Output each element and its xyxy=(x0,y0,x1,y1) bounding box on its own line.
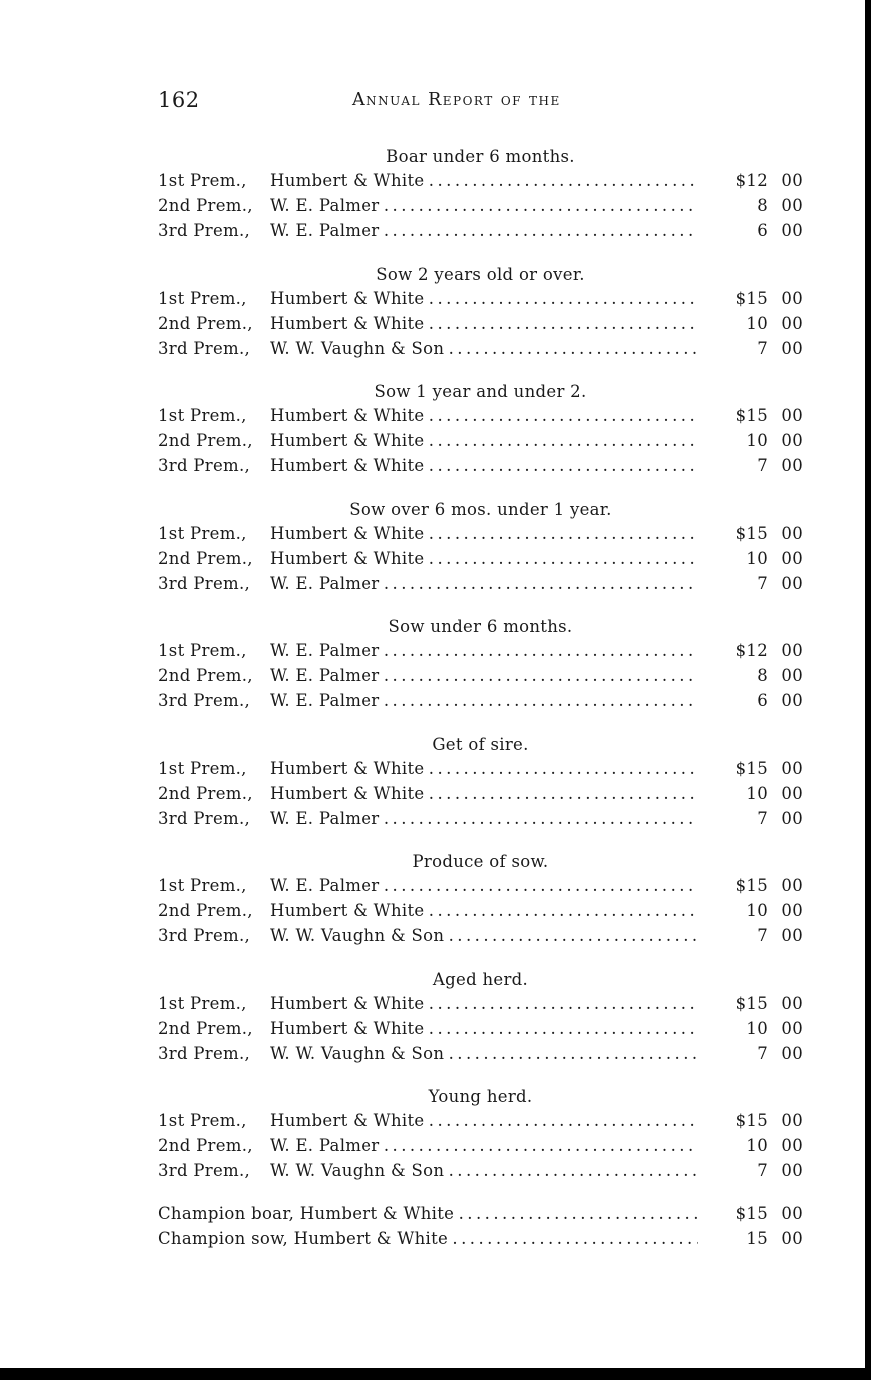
premium-row xyxy=(158,1108,803,1133)
winner-name: W. W. Vaughn & Son . . . xyxy=(270,1158,698,1183)
prize-dollars: 8 xyxy=(757,666,768,685)
premium-row xyxy=(158,1016,803,1041)
premium-rank: 3rd Prem., xyxy=(158,691,251,710)
prize-cents: 00 xyxy=(781,288,803,308)
premium-class-section xyxy=(158,731,803,831)
winner-name: W. E. Palmer . . . xyxy=(270,688,698,713)
prize-cents: 00 xyxy=(781,993,803,1013)
premium-rank: 3rd Prem., xyxy=(158,1161,251,1180)
prize-dollars: 10 xyxy=(746,431,768,450)
premium-rank: 2nd Prem., xyxy=(158,313,253,333)
premium-rank: 3rd Prem., xyxy=(158,926,251,945)
premium-rank: 3rd Prem., xyxy=(158,221,251,240)
winner-name: W. W. Vaughn & Son . . . xyxy=(270,336,698,361)
prize-dollars: 10 xyxy=(746,783,768,803)
prize-cents: 00 xyxy=(781,901,803,920)
prize-dollars: 7 xyxy=(757,573,768,593)
page-edge-right xyxy=(865,0,871,1380)
premium-row xyxy=(158,923,803,948)
winner-name: Humbert & White . . . xyxy=(270,428,698,453)
class-title: Sow under 6 months. xyxy=(388,617,573,636)
winner-name: Humbert & White . . . xyxy=(270,403,698,428)
premium-class-section xyxy=(158,143,803,243)
winner-name: W. E. Palmer . . . xyxy=(270,193,698,218)
class-title: Sow 1 year and under 2. xyxy=(374,382,587,401)
winner-name: Humbert & White . . . xyxy=(270,1108,698,1133)
class-title: Young herd. xyxy=(428,1087,533,1106)
champion-label: Champion boar, Humbert & White . . . xyxy=(158,1201,698,1226)
class-title: Sow 2 years old or over. xyxy=(376,264,585,284)
prize-cents: 00 xyxy=(781,691,803,710)
premium-rank: 1st Prem., xyxy=(158,641,247,660)
premium-row xyxy=(158,403,803,428)
winner-name: Humbert & White . . . xyxy=(270,311,698,336)
prize-dollars: 15 xyxy=(746,1228,768,1248)
premium-rank: 1st Prem., xyxy=(158,876,247,895)
premium-class-section xyxy=(158,496,803,596)
prize-dollars: $12 xyxy=(735,171,768,190)
premium-rank: 1st Prem., xyxy=(158,288,247,308)
winner-name: Humbert & White . . . xyxy=(270,168,698,193)
winner-name: W. E. Palmer . . . xyxy=(270,873,698,898)
prize-dollars: $15 xyxy=(735,993,768,1013)
winner-name: Humbert & White . . . xyxy=(270,521,698,546)
premium-row xyxy=(158,571,803,596)
premium-rank: 3rd Prem., xyxy=(158,338,251,358)
prize-cents: 00 xyxy=(781,1161,803,1180)
prize-dollars: 7 xyxy=(757,926,768,945)
prize-cents: 00 xyxy=(781,641,803,660)
winner-name: W. E. Palmer . . . xyxy=(270,806,698,831)
prize-dollars: 7 xyxy=(757,1161,768,1180)
prize-cents: 00 xyxy=(781,573,803,593)
premium-class-section xyxy=(158,848,803,948)
page-edge-bottom xyxy=(0,1368,871,1380)
prize-dollars: $15 xyxy=(735,758,768,778)
premium-row xyxy=(158,806,803,831)
prize-cents: 00 xyxy=(781,338,803,358)
premium-rank: 1st Prem., xyxy=(158,523,247,543)
winner-name: W. W. Vaughn & Son . . . xyxy=(270,923,698,948)
prize-cents: 00 xyxy=(781,666,803,685)
prize-cents: 00 xyxy=(781,171,803,190)
premium-rank: 3rd Prem., xyxy=(158,808,251,828)
premium-row xyxy=(158,311,803,336)
prize-cents: 00 xyxy=(781,1136,803,1155)
premium-row xyxy=(158,193,803,218)
winner-name: W. E. Palmer . . . xyxy=(270,638,698,663)
winner-name: Humbert & White . . . xyxy=(270,898,698,923)
premium-rank: 2nd Prem., xyxy=(158,548,253,568)
premium-row xyxy=(158,638,803,663)
premium-rank: 2nd Prem., xyxy=(158,1136,253,1155)
winner-name: W. E. Palmer . . . xyxy=(270,1133,698,1158)
prize-dollars: $15 xyxy=(735,406,768,425)
prize-cents: 00 xyxy=(781,1043,803,1063)
prize-dollars: 7 xyxy=(757,1043,768,1063)
prize-dollars: $15 xyxy=(735,876,768,895)
premium-row xyxy=(158,286,803,311)
premium-rank: 2nd Prem., xyxy=(158,196,253,215)
prize-cents: 00 xyxy=(781,456,803,475)
class-title: Get of sire. xyxy=(432,734,529,754)
premium-row xyxy=(158,873,803,898)
prize-dollars: 10 xyxy=(746,1018,768,1038)
prize-cents: 00 xyxy=(781,783,803,803)
winner-name: Humbert & White . . . xyxy=(270,756,698,781)
premium-row xyxy=(158,168,803,193)
class-title: Produce of sow. xyxy=(412,852,549,871)
premium-rank: 1st Prem., xyxy=(158,1111,247,1130)
premium-row xyxy=(158,756,803,781)
prize-cents: 00 xyxy=(781,1018,803,1038)
premium-rank: 2nd Prem., xyxy=(158,431,253,450)
winner-name: W. E. Palmer . . . xyxy=(270,218,698,243)
premium-rank: 1st Prem., xyxy=(158,406,247,425)
prize-cents: 00 xyxy=(781,926,803,945)
prize-dollars: 6 xyxy=(757,691,768,710)
premium-rank: 1st Prem., xyxy=(158,171,247,190)
premium-row xyxy=(158,453,803,478)
premium-rank: 2nd Prem., xyxy=(158,666,253,685)
prize-dollars: 7 xyxy=(757,808,768,828)
prize-dollars: 10 xyxy=(746,313,768,333)
prize-dollars: $15 xyxy=(735,288,768,308)
premium-row xyxy=(158,688,803,713)
prize-dollars: 7 xyxy=(757,338,768,358)
premium-row xyxy=(158,991,803,1016)
winner-name: Humbert & White . . . xyxy=(270,286,698,311)
premium-rank: 2nd Prem., xyxy=(158,901,253,920)
prize-cents: 00 xyxy=(781,1228,803,1248)
premium-class-section xyxy=(158,613,803,713)
prize-cents: 00 xyxy=(781,431,803,450)
premium-class-section xyxy=(158,966,803,1066)
prize-dollars: $15 xyxy=(735,1203,768,1223)
premium-row xyxy=(158,428,803,453)
premium-rank: 1st Prem., xyxy=(158,993,247,1013)
prize-cents: 00 xyxy=(781,808,803,828)
champion-label: Champion sow, Humbert & White . . . xyxy=(158,1226,698,1251)
premium-row xyxy=(158,663,803,688)
premium-row xyxy=(158,898,803,923)
winner-name: Humbert & White . . . xyxy=(270,781,698,806)
premium-rank: 1st Prem., xyxy=(158,758,247,778)
prize-dollars: $15 xyxy=(735,523,768,543)
prize-cents: 00 xyxy=(781,523,803,543)
running-head: Annual Report of the xyxy=(352,90,561,110)
premium-row xyxy=(158,218,803,243)
prize-cents: 00 xyxy=(781,548,803,568)
premium-row xyxy=(158,1158,803,1183)
prize-cents: 00 xyxy=(781,313,803,333)
premium-row xyxy=(158,521,803,546)
winner-name: Humbert & White . . . xyxy=(270,991,698,1016)
champion-row xyxy=(158,1201,803,1226)
premium-row xyxy=(158,546,803,571)
winner-name: Humbert & White . . . xyxy=(270,453,698,478)
prize-dollars: 6 xyxy=(757,221,768,240)
prize-dollars: 7 xyxy=(757,456,768,475)
prize-cents: 00 xyxy=(781,221,803,240)
prize-dollars: $12 xyxy=(735,641,768,660)
prize-dollars: 10 xyxy=(746,1136,768,1155)
prize-dollars: 8 xyxy=(757,196,768,215)
premium-row xyxy=(158,1041,803,1066)
premium-rank: 3rd Prem., xyxy=(158,573,251,593)
champion-awards xyxy=(158,1201,803,1251)
premium-rank: 2nd Prem., xyxy=(158,1018,253,1038)
prize-dollars: 10 xyxy=(746,901,768,920)
class-title: Aged herd. xyxy=(432,969,529,989)
winner-name: W. E. Palmer . . . xyxy=(270,663,698,688)
premium-class-section xyxy=(158,261,803,361)
premium-class-section xyxy=(158,378,803,478)
prize-cents: 00 xyxy=(781,196,803,215)
premium-rank: 3rd Prem., xyxy=(158,1043,251,1063)
premium-row xyxy=(158,336,803,361)
winner-name: Humbert & White . . . xyxy=(270,1016,698,1041)
premium-row xyxy=(158,781,803,806)
class-title: Boar under 6 months. xyxy=(386,147,575,166)
premium-row xyxy=(158,1133,803,1158)
prize-cents: 00 xyxy=(781,406,803,425)
winner-name: W. W. Vaughn & Son . . . xyxy=(270,1041,698,1066)
page-number: 162 xyxy=(158,88,200,112)
prize-dollars: $15 xyxy=(735,1111,768,1130)
prize-cents: 00 xyxy=(781,1203,803,1223)
premium-list xyxy=(158,143,803,1251)
champion-row xyxy=(158,1226,803,1251)
prize-cents: 00 xyxy=(781,758,803,778)
class-title: Sow over 6 mos. under 1 year. xyxy=(349,499,612,519)
winner-name: W. E. Palmer . . . xyxy=(270,571,698,596)
premium-rank: 2nd Prem., xyxy=(158,783,253,803)
winner-name: Humbert & White . . . xyxy=(270,546,698,571)
prize-cents: 00 xyxy=(781,876,803,895)
prize-dollars: 10 xyxy=(746,548,768,568)
premium-class-section xyxy=(158,1083,803,1183)
premium-rank: 3rd Prem., xyxy=(158,456,251,475)
prize-cents: 00 xyxy=(781,1111,803,1130)
